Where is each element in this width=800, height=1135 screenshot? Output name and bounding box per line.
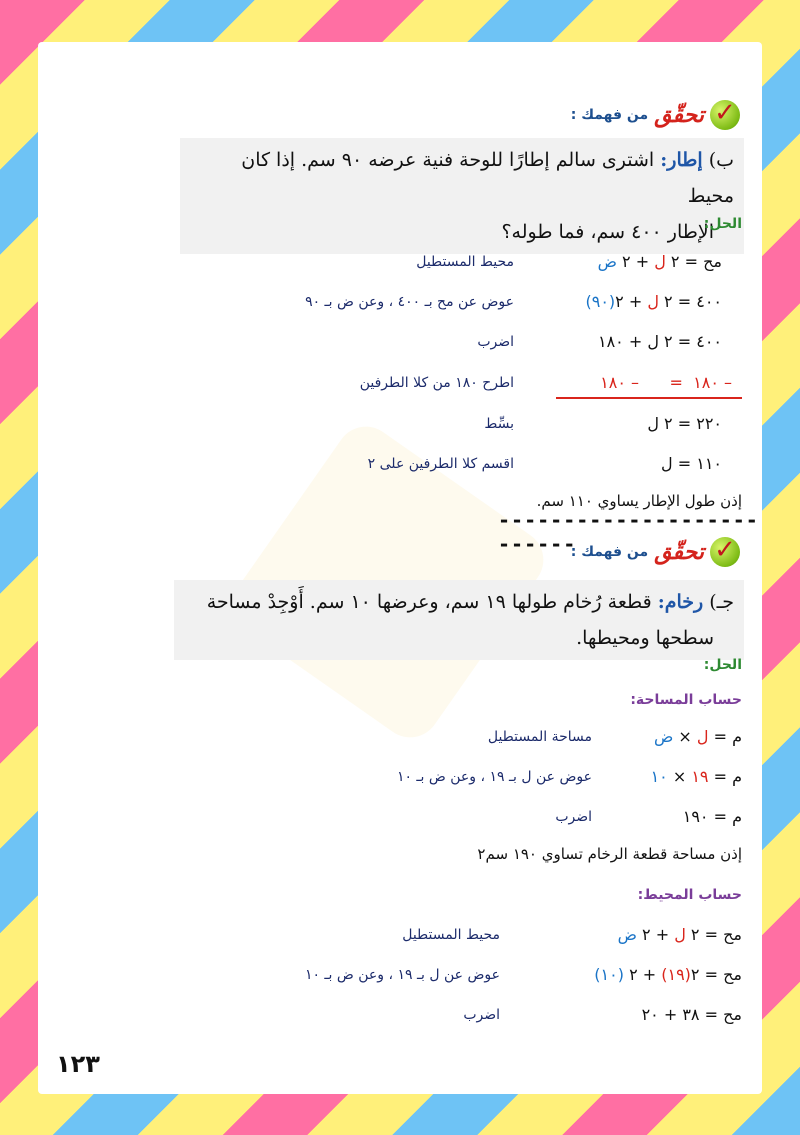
- area-heading: حساب المساحة:: [630, 692, 742, 708]
- question-c: [174, 580, 744, 660]
- page: [38, 42, 762, 1094]
- perim-step-2-desc: عوض عن ل بـ ١٩ ، وعن ض بـ ١٠: [304, 967, 500, 983]
- b-step-2-desc: عوض عن مح بـ ٤٠٠ ، وعن ض بـ ٩٠: [305, 294, 514, 310]
- question-b-line2: الإطار ٤٠٠ سم، فما طوله؟: [501, 221, 714, 243]
- header-title: تحقّق: [654, 102, 704, 128]
- b-step-2-eq: ٤٠٠ = ٢ ل + ٢(٩٠): [585, 292, 722, 311]
- perim-step-1-eq: مح = ٢ ل + ٢ ض: [617, 925, 742, 944]
- question-b-label: ب): [708, 149, 734, 171]
- perim-step-1-desc: محيط المستطيل: [402, 927, 500, 943]
- b-step-1-desc: محيط المستطيل: [416, 254, 514, 270]
- question-c-label: جـ): [709, 591, 734, 613]
- header-subtitle-2: من فهمك :: [570, 544, 649, 560]
- header-subtitle: من فهمك :: [570, 107, 649, 123]
- area-step-1-desc: مساحة المستطيل: [487, 729, 592, 745]
- question-c-line2: سطحها ومحيطها.: [576, 627, 714, 649]
- perim-step-3-desc: اضرب: [463, 1007, 500, 1023]
- b-step-4-eq: – ١٨٠ = – ١٨٠: [600, 373, 732, 392]
- b-conclusion: إذن طول الإطار يساوي ١١٠ سم.: [536, 492, 742, 510]
- b-step-4-desc: اطرح ١٨٠ من كلا الطرفين: [359, 375, 514, 391]
- b-step-3-eq: ٤٠٠ = ٢ ل + ١٨٠: [597, 332, 722, 351]
- b-step-3-desc: اضرب: [477, 334, 514, 350]
- area-step-2-desc: عوض عن ل بـ ١٩ ، وعن ض بـ ١٠: [396, 769, 592, 785]
- header-title-2: تحقّق: [654, 539, 704, 565]
- perim-step-2-eq: مح = ٢(١٩) + ٢ (١٠): [594, 965, 742, 984]
- area-step-3-eq: م = ١٩٠: [682, 807, 742, 826]
- b-step-6-desc: اقسم كلا الطرفين على ٢: [367, 456, 514, 472]
- checkmark-icon: ✓: [710, 537, 740, 567]
- b-step-6-eq: ١١٠ = ل: [661, 454, 722, 473]
- subtraction-line: [556, 397, 742, 399]
- question-b: [180, 138, 744, 254]
- question-c-line1: قطعة رُخام طولها ١٩ سم، وعرضها ١٠ سم. أَوْجِدْ مساحة: [206, 591, 652, 613]
- question-b-line1: اشترى سالم إطارًا للوحة فنية عرضه ٩٠ سم. إذا كان محيط: [241, 149, 734, 207]
- check-understanding-header: [571, 100, 740, 130]
- b-step-5-eq: ٢٢٠ = ٢ ل: [647, 414, 722, 433]
- area-step-3-desc: اضرب: [555, 809, 592, 825]
- perim-step-3-eq: مح = ٣٨ + ٢٠: [641, 1005, 742, 1024]
- solution-label-2: الحل:: [703, 657, 742, 673]
- check-understanding-header-2: [571, 537, 740, 567]
- area-step-2-eq: م = ١٩ × ١٠: [650, 767, 742, 786]
- separator: --------------------------: [498, 508, 759, 556]
- b-step-1-eq: مح = ٢ ل + ٢ ض: [597, 252, 722, 271]
- b-step-5-desc: بسِّط: [484, 416, 514, 432]
- page-number: ١٢٣: [56, 1050, 100, 1078]
- checkmark-icon: ✓: [710, 100, 740, 130]
- question-b-keyword: إطار:: [660, 149, 703, 171]
- area-conclusion: إذن مساحة قطعة الرخام تساوي ١٩٠ سم٢: [477, 845, 742, 863]
- area-step-1-eq: م = ل × ض: [653, 727, 742, 746]
- solution-label: الحل:: [703, 216, 742, 232]
- perimeter-heading: حساب المحيط:: [637, 887, 742, 903]
- question-c-keyword: رخام:: [657, 591, 704, 613]
